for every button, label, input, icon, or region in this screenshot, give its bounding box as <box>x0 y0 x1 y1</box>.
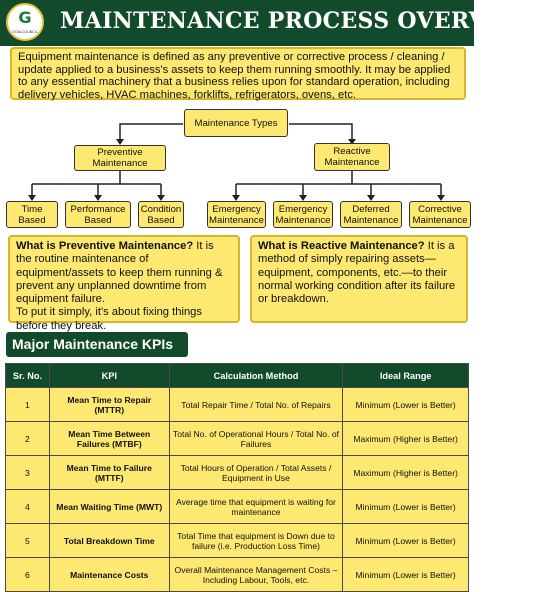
row-number: 6 <box>6 558 50 592</box>
row-number: 1 <box>6 388 50 422</box>
reactive-maintenance-panel <box>250 235 468 323</box>
reactive-answer: It is a method of simply repairing assets—equipment, components, etc.—to their normal working condition after its failure or breakdown. <box>258 240 456 306</box>
deferred-maintenance-node: Deferred Maintenance <box>340 201 402 228</box>
column-header-calculation: Calculation Method <box>169 364 343 388</box>
table-row <box>6 388 469 422</box>
kpi-name: Mean Time to Repair (MTTR) <box>49 388 169 422</box>
preventive-maintenance-panel <box>8 235 240 332</box>
calculation-method: Average time that equipment is waiting for maintenance <box>169 490 343 524</box>
calculation-method: Total No. of Operational Hours / Total No. of Failures <box>169 422 343 456</box>
calculation-method: Total Time that equipment is Down due to failure (i.e. Production Loss Time) <box>169 524 343 558</box>
logo-caption: GOALCOUNCIL <box>12 30 38 34</box>
kpi-name: Mean Time to Failure (MTTF) <box>49 456 169 490</box>
kpi-name: Mean Time Between Failures (MTBF) <box>49 422 169 456</box>
column-header-kpi: KPI <box>49 364 169 388</box>
ideal-range: Maximum (Higher is Better) <box>343 456 469 490</box>
kpi-name: Maintenance Costs <box>49 558 169 592</box>
logo-letter: G <box>18 8 32 27</box>
corrective-maintenance-node: Corrective Maintenance <box>409 201 471 228</box>
header-bar <box>0 0 539 46</box>
table-row <box>6 558 469 592</box>
table-row <box>6 422 469 456</box>
calculation-method: Overall Maintenance Management Costs – Including Labour, Tools, etc. <box>169 558 343 592</box>
preventive-maintenance-node: Preventive Maintenance <box>74 145 166 171</box>
condition-based-node: Condition Based <box>138 201 184 228</box>
column-header-sr-no: Sr. No. <box>6 364 50 388</box>
ideal-range: Minimum (Lower is Better) <box>343 558 469 592</box>
kpi-name: Mean Waiting Time (MWT) <box>49 490 169 524</box>
kpi-table-header <box>6 364 469 388</box>
ideal-range: Minimum (Lower is Better) <box>343 490 469 524</box>
preventive-summary: To put it simply, it's about fixing things before they break. <box>16 306 202 332</box>
table-row <box>6 524 469 558</box>
preventive-question: What is Preventive Maintenance? <box>16 240 194 252</box>
calculation-method: Total Repair Time / Total No. of Repairs <box>169 388 343 422</box>
row-number: 5 <box>6 524 50 558</box>
kpi-name: Total Breakdown Time <box>49 524 169 558</box>
company-logo <box>6 3 44 41</box>
reactive-maintenance-node: Reactive Maintenance <box>314 143 390 171</box>
row-number: 4 <box>6 490 50 524</box>
emergency-maintenance-node-1: Emergency Maintenance <box>207 201 266 228</box>
column-header-ideal-range: Ideal Range <box>343 364 469 388</box>
maintenance-types-node: Maintenance Types <box>184 109 288 137</box>
time-based-node: Time Based <box>6 201 58 228</box>
ideal-range: Maximum (Higher is Better) <box>343 422 469 456</box>
page-title: MAINTENANCE PROCESS OVERVIEW <box>60 8 539 34</box>
row-number: 2 <box>6 422 50 456</box>
preventive-answer: It is the routine maintenance of equipment/assets to keep them running & prevent any unplanned downtime from equipment failure. <box>16 240 223 306</box>
kpi-section-heading: Major Maintenance KPIs <box>6 332 188 357</box>
calculation-method: Total Hours of Operation / Total Assets / Equipment in Use <box>169 456 343 490</box>
reactive-question: What is Reactive Maintenance? <box>258 240 425 252</box>
row-number: 3 <box>6 456 50 490</box>
ideal-range: Minimum (Lower is Better) <box>343 388 469 422</box>
table-row <box>6 456 469 490</box>
table-row <box>6 490 469 524</box>
intro-definition: Equipment maintenance is defined as any preventive or corrective process / cleaning / update applied to a business's assets to keep them running smoothly. It may be applied to any essential machinery that a business relies upon for standard operation, including delivery vehicles, HVAC machines, forklifts, refrigerators, ovens, etc. <box>10 47 466 100</box>
performance-based-node: Performance Based <box>65 201 131 228</box>
kpi-table <box>5 363 469 592</box>
emergency-maintenance-node-2: Emergency Maintenance <box>273 201 333 228</box>
ideal-range: Minimum (Lower is Better) <box>343 524 469 558</box>
